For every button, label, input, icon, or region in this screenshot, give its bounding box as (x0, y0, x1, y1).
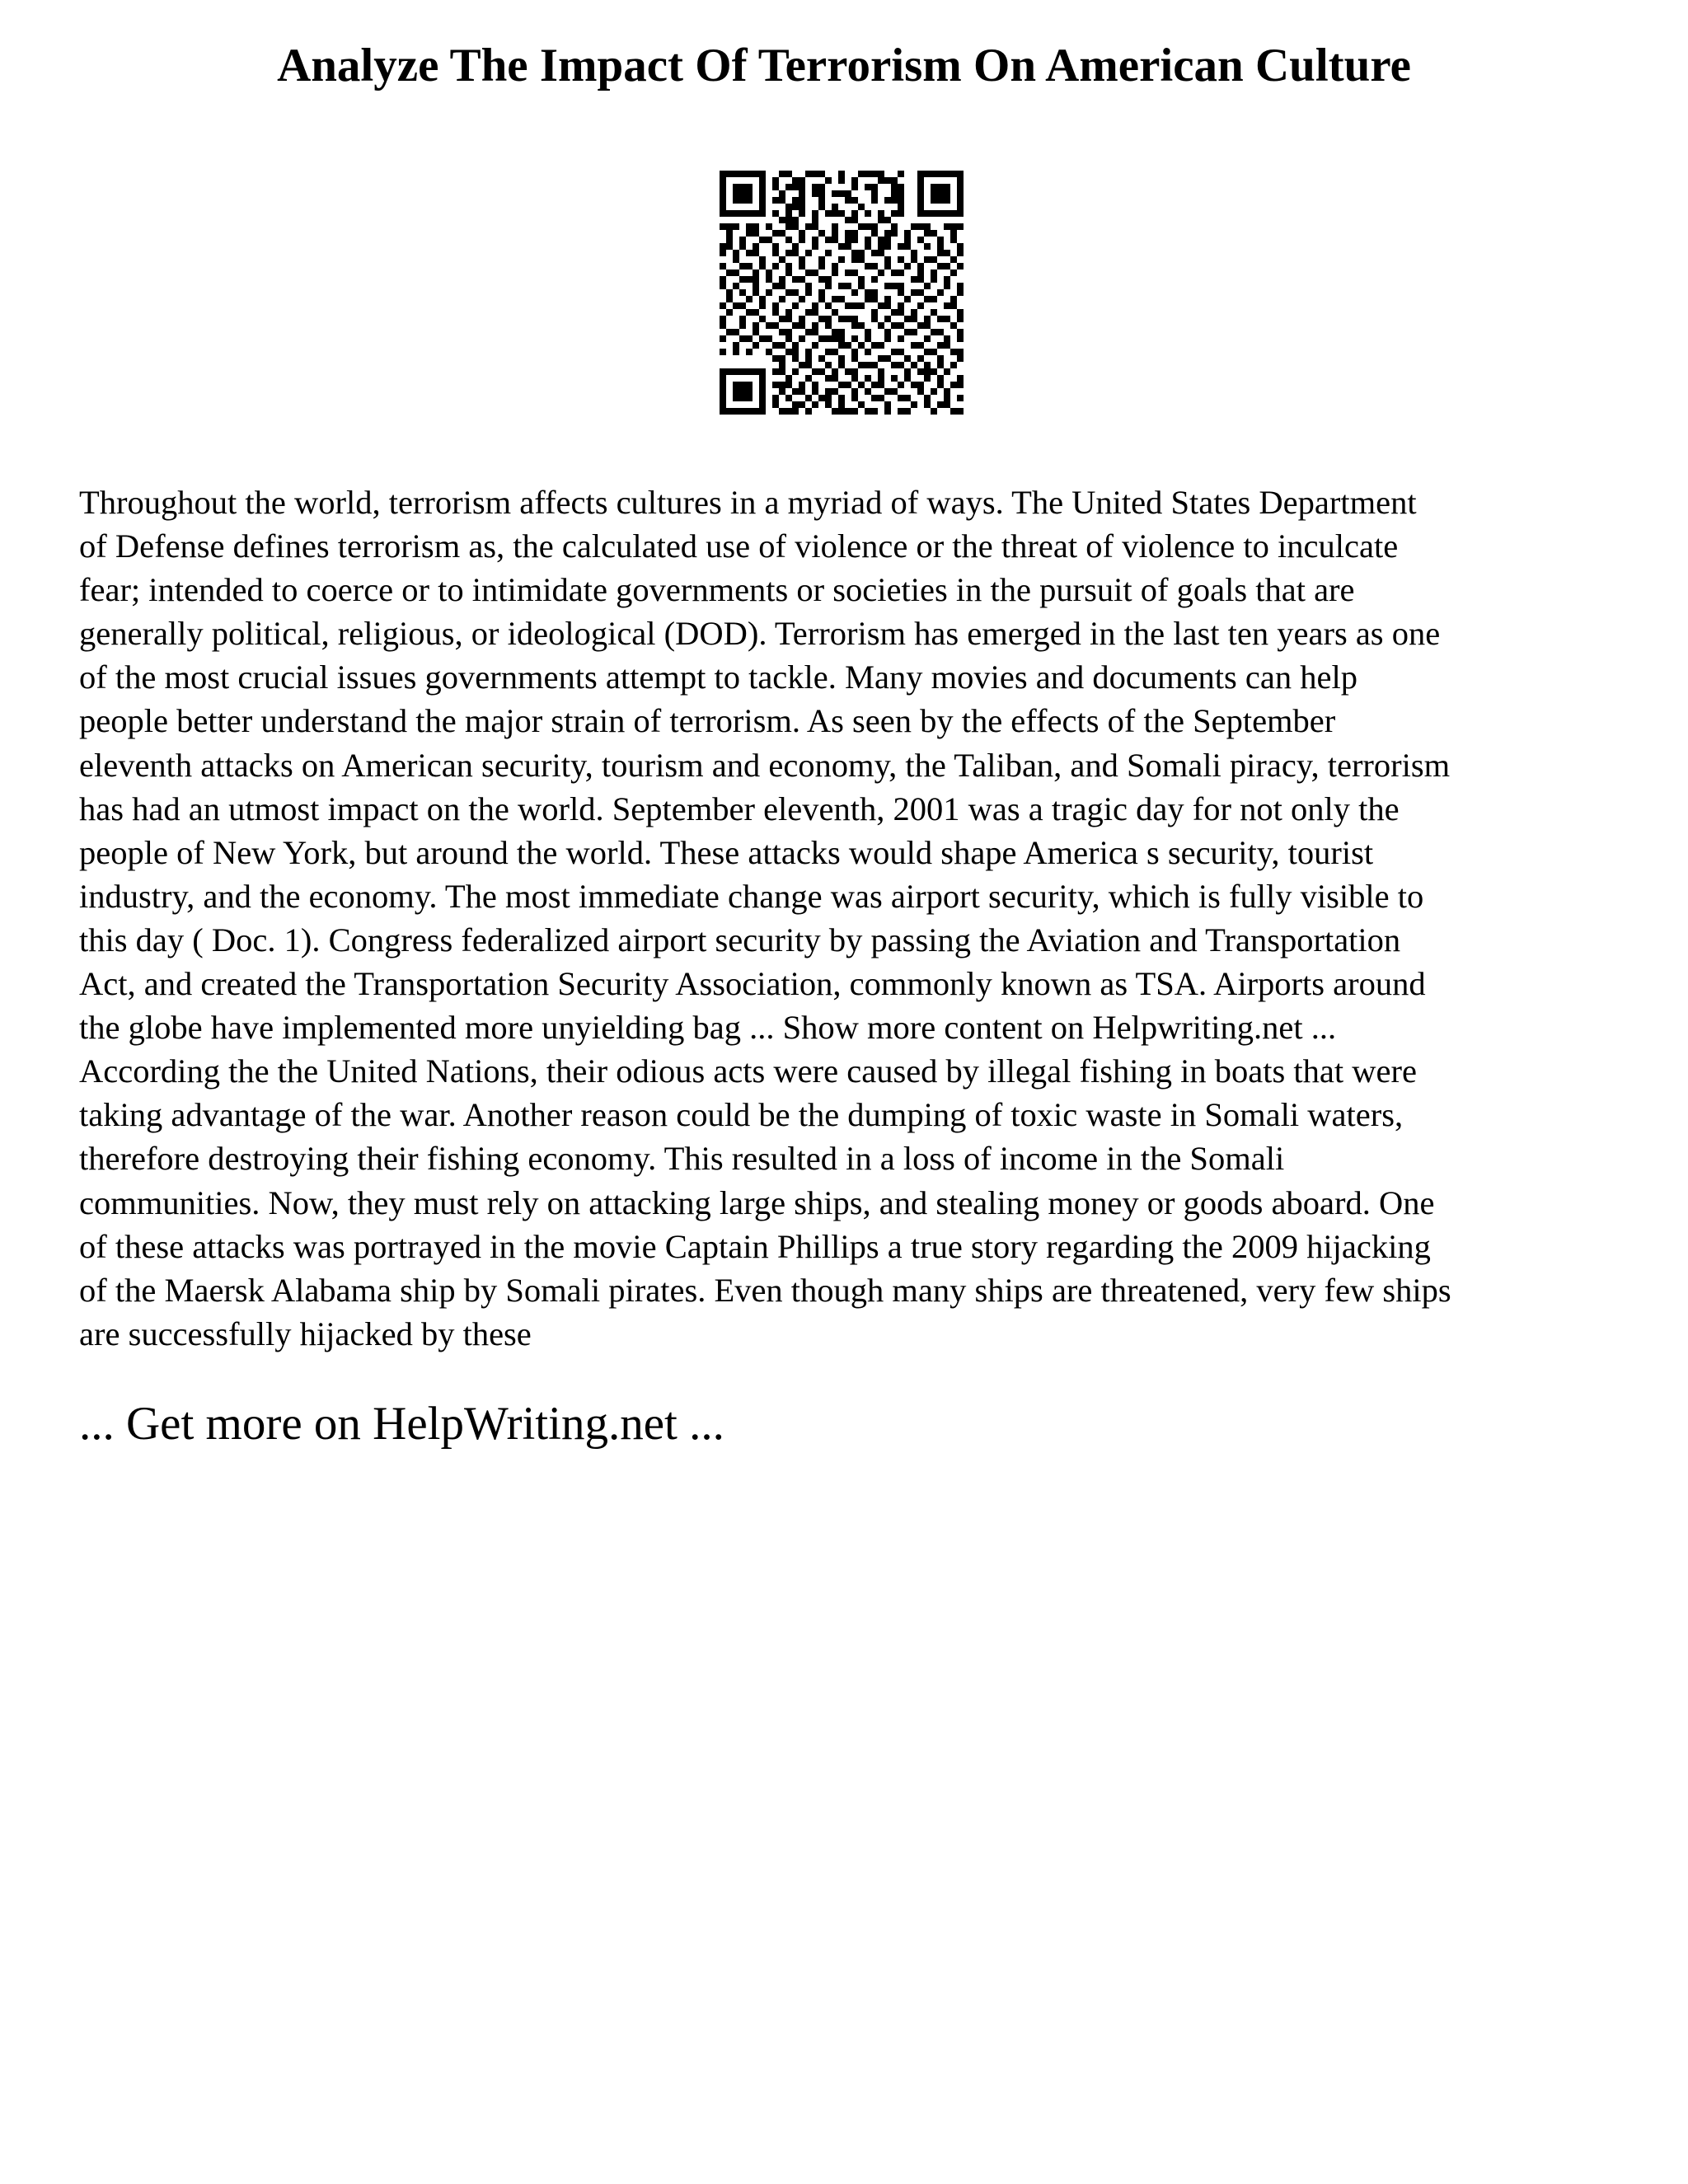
body-line: people of New York, but around the world. These attacks would shape America s security, tourist (79, 833, 1374, 871)
body-line: According the the United Nations, their odious acts were caused by illegal fishing in boats that were (79, 1052, 1417, 1090)
body-paragraph (79, 480, 1629, 1356)
qr-code-graphic (720, 171, 964, 415)
body-line-show-more[interactable]: the globe have implemented more unyielding bag ... Show more content on Helpwriting.net ... (79, 1009, 1337, 1047)
body-line: fear; intended to coerce or to intimidate governments or societies in the pursuit of goals that are (79, 571, 1355, 609)
body-line: of the Maersk Alabama ship by Somali pirates. Even though many ships are threatened, very few ships (79, 1271, 1451, 1309)
body-line: has had an utmost impact on the world. September eleventh, 2001 was a tragic day for not only the (79, 790, 1400, 827)
body-line: are successfully hijacked by these (79, 1315, 532, 1352)
body-line: communities. Now, they must rely on attacking large ships, and stealing money or goods aboard. One (79, 1183, 1435, 1221)
body-line: this day ( Doc. 1). Congress federalized airport security by passing the Aviation and Transportation (79, 921, 1401, 958)
body-line: eleventh attacks on American security, tourism and economy, the Taliban, and Somali piracy, terrorism (79, 746, 1451, 784)
page-title: Analyze The Impact Of Terrorism On American Culture (277, 40, 1411, 91)
body-line: Act, and created the Transportation Security Association, commonly known as TSA. Airports around (79, 965, 1426, 1003)
body-line: Throughout the world, terrorism affects cultures in a myriad of ways. The United States Department (79, 484, 1417, 521)
body-line: industry, and the economy. The most immediate change was airport security, which is fully visible to (79, 877, 1424, 915)
body-line: therefore destroying their fishing economy. This resulted in a loss of income in the Somali (79, 1140, 1285, 1178)
body-line: taking advantage of the war. Another reason could be the dumping of toxic waste in Somali waters, (79, 1096, 1404, 1134)
body-line: people better understand the major strain of terrorism. As seen by the effects of the September (79, 702, 1336, 740)
body-line: of Defense defines terrorism as, the calculated use of violence or the threat of violence to inculcate (79, 527, 1399, 565)
body-line: generally political, religious, or ideological (DOD). Terrorism has emerged in the last ten years as one (79, 615, 1441, 653)
body-line: of these attacks was portrayed in the movie Captain Phillips a true story regarding the 2009 hijacking (79, 1227, 1431, 1265)
get-more-link[interactable]: ... Get more on HelpWriting.net ... (79, 1398, 724, 1450)
qr-code-icon[interactable] (720, 171, 964, 415)
body-line: of the most crucial issues governments attempt to tackle. Many movies and documents can help (79, 658, 1357, 696)
